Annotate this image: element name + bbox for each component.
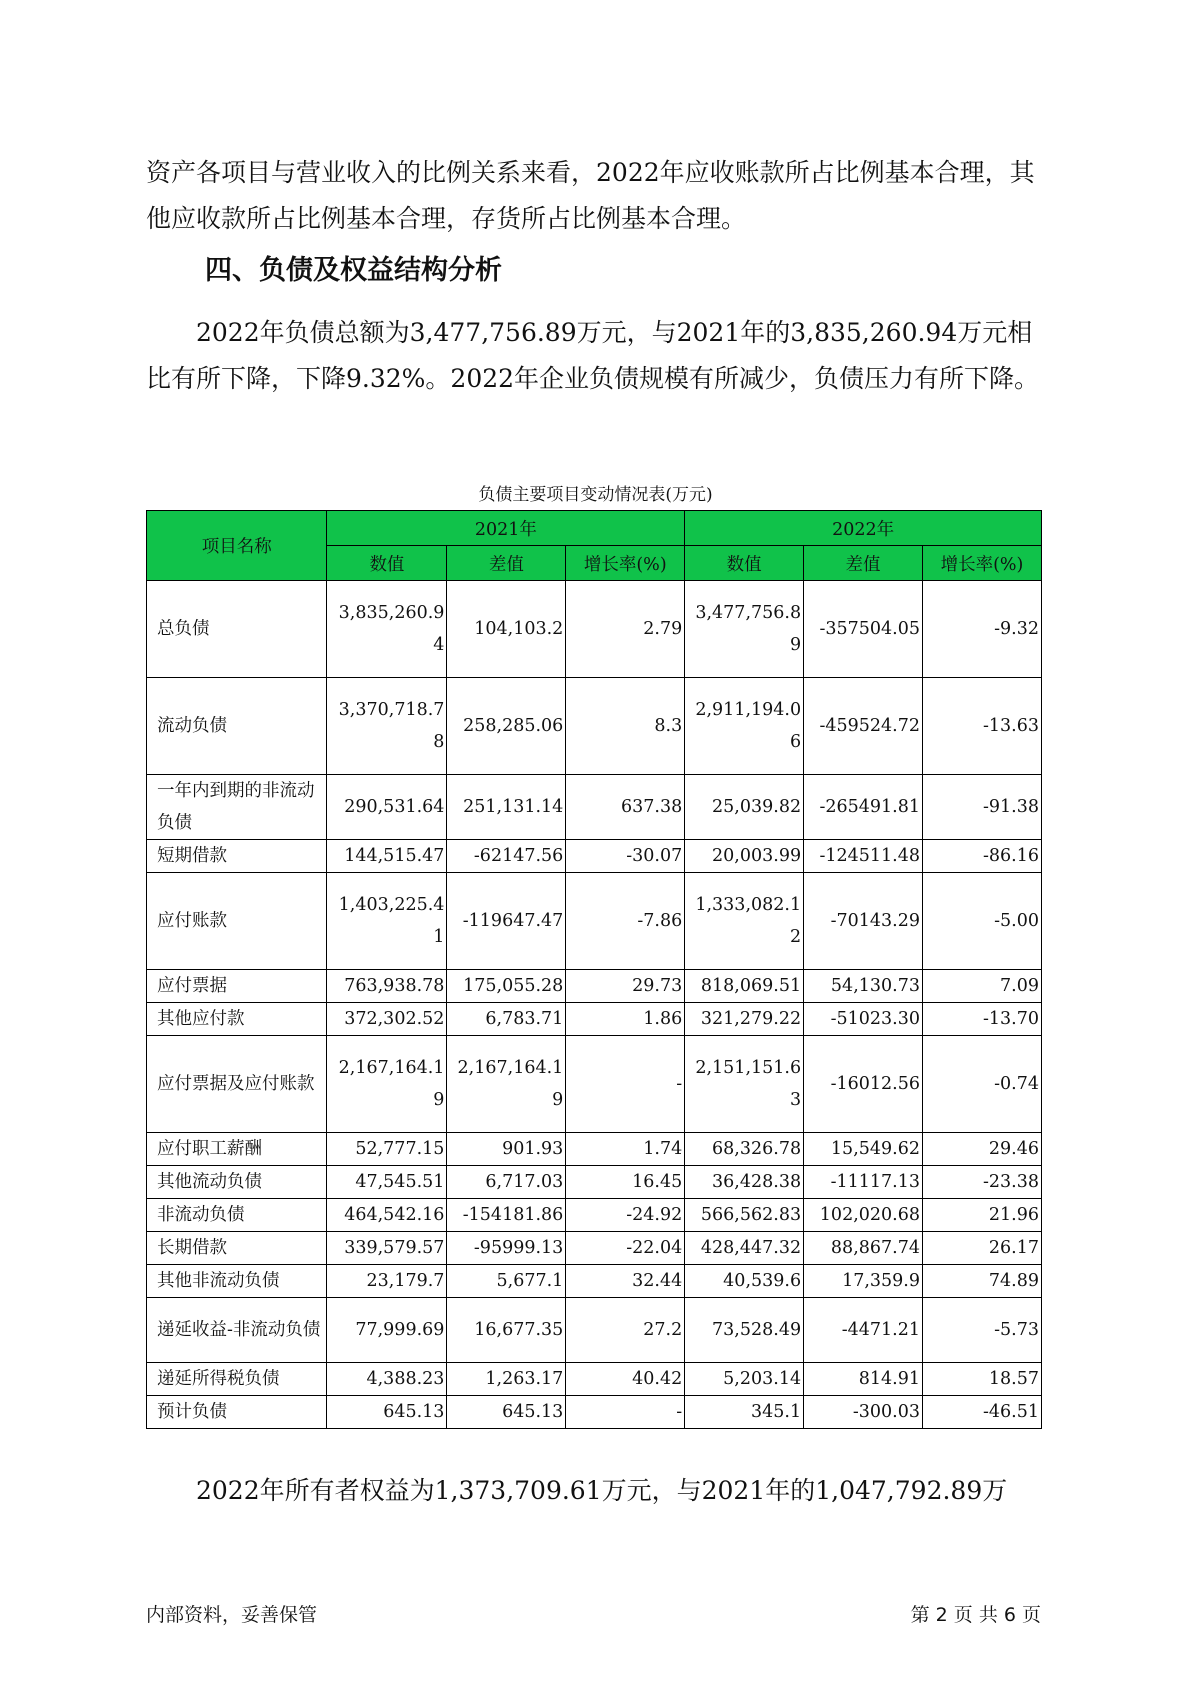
- value-2022: 20,003.99: [685, 840, 804, 873]
- diff-2022: 102,020.68: [804, 1199, 923, 1232]
- value-2022: 5,203.14: [685, 1363, 804, 1396]
- row-name: 总负债: [147, 581, 327, 678]
- growth-2022: -0.74: [923, 1036, 1042, 1133]
- diff-2022: 88,867.74: [804, 1232, 923, 1265]
- diff-2022: 814.91: [804, 1363, 923, 1396]
- table-row: [147, 1265, 1042, 1298]
- header-diff-2022: 差值: [804, 546, 923, 581]
- liability-paragraph: 2022年负债总额为3,477,756.89万元，与2021年的3,835,260.94万元相比有所下降，下降9.32%。2022年企业负债规模有所减少，负债压力有所下降。: [146, 318, 1040, 393]
- diff-2022: -124511.48: [804, 840, 923, 873]
- header-year-2021: 2021年: [327, 511, 685, 546]
- value-2021: 3,370,718.78: [327, 678, 447, 775]
- growth-2021: 32.44: [566, 1265, 685, 1298]
- value-2022: 2,911,194.06: [685, 678, 804, 775]
- growth-2022: -23.38: [923, 1166, 1042, 1199]
- value-2022: 818,069.51: [685, 970, 804, 1003]
- growth-2022: 26.17: [923, 1232, 1042, 1265]
- value-2022: 73,528.49: [685, 1298, 804, 1363]
- diff-2022: -4471.21: [804, 1298, 923, 1363]
- section-heading: 四、负债及权益结构分析: [205, 255, 502, 286]
- value-2021: 763,938.78: [327, 970, 447, 1003]
- equity-paragraph: 2022年所有者权益为1,373,709.61万元，与2021年的1,047,792.89万: [196, 1476, 1008, 1505]
- growth-2021: 16.45: [566, 1166, 685, 1199]
- row-name: 应付票据: [147, 970, 327, 1003]
- diff-2021: 251,131.14: [447, 775, 566, 840]
- growth-2022: -46.51: [923, 1396, 1042, 1429]
- liability-table: [146, 510, 1042, 1429]
- diff-2022: 17,359.9: [804, 1265, 923, 1298]
- table-row: [147, 1298, 1042, 1363]
- diff-2021: -62147.56: [447, 840, 566, 873]
- value-2022: 36,428.38: [685, 1166, 804, 1199]
- table-row: [147, 1166, 1042, 1199]
- growth-2021: 40.42: [566, 1363, 685, 1396]
- value-2022: 321,279.22: [685, 1003, 804, 1036]
- diff-2022: -51023.30: [804, 1003, 923, 1036]
- value-2022: 566,562.83: [685, 1199, 804, 1232]
- row-name: 应付职工薪酬: [147, 1133, 327, 1166]
- table-row: [147, 1133, 1042, 1166]
- growth-2022: 29.46: [923, 1133, 1042, 1166]
- footer-confidential-note: 内部资料，妥善保管: [146, 1604, 318, 1626]
- growth-2021: -: [566, 1396, 685, 1429]
- value-2021: 1,403,225.41: [327, 873, 447, 970]
- value-2021: 23,179.7: [327, 1265, 447, 1298]
- row-name: 一年内到期的非流动负债: [147, 775, 327, 840]
- diff-2022: 54,130.73: [804, 970, 923, 1003]
- growth-2021: 637.38: [566, 775, 685, 840]
- growth-2021: 1.86: [566, 1003, 685, 1036]
- growth-2022: -91.38: [923, 775, 1042, 840]
- table-row: [147, 873, 1042, 970]
- diff-2022: -357504.05: [804, 581, 923, 678]
- value-2022: 40,539.6: [685, 1265, 804, 1298]
- diff-2022: -70143.29: [804, 873, 923, 970]
- diff-2021: 5,677.1: [447, 1265, 566, 1298]
- header-growth-2022: 增长率(%): [923, 546, 1042, 581]
- diff-2021: 1,263.17: [447, 1363, 566, 1396]
- row-name: 其他应付款: [147, 1003, 327, 1036]
- row-name: 预计负债: [147, 1396, 327, 1429]
- header-diff-2021: 差值: [447, 546, 566, 581]
- growth-2021: -30.07: [566, 840, 685, 873]
- table-row: [147, 1396, 1042, 1429]
- diff-2021: -119647.47: [447, 873, 566, 970]
- row-name: 短期借款: [147, 840, 327, 873]
- table-caption: 负债主要项目变动情况表(万元): [478, 485, 713, 505]
- growth-2022: -13.63: [923, 678, 1042, 775]
- page-number: 第 2 页 共 6 页: [910, 1604, 1041, 1626]
- diff-2021: 2,167,164.19: [447, 1036, 566, 1133]
- growth-2022: -86.16: [923, 840, 1042, 873]
- value-2022: 2,151,151.63: [685, 1036, 804, 1133]
- growth-2021: -7.86: [566, 873, 685, 970]
- growth-2022: 18.57: [923, 1363, 1042, 1396]
- diff-2021: 901.93: [447, 1133, 566, 1166]
- growth-2021: -: [566, 1036, 685, 1133]
- growth-2021: 27.2: [566, 1298, 685, 1363]
- diff-2021: 258,285.06: [447, 678, 566, 775]
- diff-2021: -95999.13: [447, 1232, 566, 1265]
- value-2021: 144,515.47: [327, 840, 447, 873]
- diff-2022: 15,549.62: [804, 1133, 923, 1166]
- table-row: [147, 1232, 1042, 1265]
- header-growth-2021: 增长率(%): [566, 546, 685, 581]
- value-2021: 645.13: [327, 1396, 447, 1429]
- header-value-2022: 数值: [685, 546, 804, 581]
- diff-2021: 6,783.71: [447, 1003, 566, 1036]
- value-2022: 68,326.78: [685, 1133, 804, 1166]
- value-2021: 339,579.57: [327, 1232, 447, 1265]
- growth-2022: 21.96: [923, 1199, 1042, 1232]
- value-2021: 372,302.52: [327, 1003, 447, 1036]
- row-name: 递延收益-非流动负债: [147, 1298, 327, 1363]
- header-year-2022: 2022年: [685, 511, 1042, 546]
- row-name: 流动负债: [147, 678, 327, 775]
- value-2021: 47,545.51: [327, 1166, 447, 1199]
- growth-2022: -13.70: [923, 1003, 1042, 1036]
- table-row: [147, 1003, 1042, 1036]
- table-row: [147, 581, 1042, 678]
- growth-2022: 74.89: [923, 1265, 1042, 1298]
- row-name: 其他非流动负债: [147, 1265, 327, 1298]
- diff-2022: -459524.72: [804, 678, 923, 775]
- diff-2021: 104,103.2: [447, 581, 566, 678]
- diff-2021: -154181.86: [447, 1199, 566, 1232]
- value-2022: 25,039.82: [685, 775, 804, 840]
- growth-2021: 1.74: [566, 1133, 685, 1166]
- value-2021: 52,777.15: [327, 1133, 447, 1166]
- value-2021: 290,531.64: [327, 775, 447, 840]
- row-name: 其他流动负债: [147, 1166, 327, 1199]
- row-name: 非流动负债: [147, 1199, 327, 1232]
- table-row: [147, 775, 1042, 840]
- row-name: 应付账款: [147, 873, 327, 970]
- diff-2021: 175,055.28: [447, 970, 566, 1003]
- diff-2022: -300.03: [804, 1396, 923, 1429]
- row-name: 递延所得税负债: [147, 1363, 327, 1396]
- table-row: [147, 970, 1042, 1003]
- growth-2021: 29.73: [566, 970, 685, 1003]
- value-2021: 3,835,260.94: [327, 581, 447, 678]
- value-2021: 77,999.69: [327, 1298, 447, 1363]
- row-name: 长期借款: [147, 1232, 327, 1265]
- growth-2022: -5.73: [923, 1298, 1042, 1363]
- growth-2021: 2.79: [566, 581, 685, 678]
- diff-2022: -16012.56: [804, 1036, 923, 1133]
- intro-paragraph: 资产各项目与营业收入的比例关系来看，2022年应收账款所占比例基本合理，其他应收款所占比例基本合理，存货所占比例基本合理。: [146, 158, 1035, 233]
- growth-2021: -24.92: [566, 1199, 685, 1232]
- table-row: [147, 678, 1042, 775]
- growth-2022: 7.09: [923, 970, 1042, 1003]
- table-row: [147, 1199, 1042, 1232]
- diff-2022: -11117.13: [804, 1166, 923, 1199]
- diff-2021: 16,677.35: [447, 1298, 566, 1363]
- value-2021: 464,542.16: [327, 1199, 447, 1232]
- header-value-2021: 数值: [327, 546, 447, 581]
- diff-2021: 6,717.03: [447, 1166, 566, 1199]
- value-2022: 345.1: [685, 1396, 804, 1429]
- diff-2022: -265491.81: [804, 775, 923, 840]
- table-row: [147, 1363, 1042, 1396]
- row-name: 应付票据及应付账款: [147, 1036, 327, 1133]
- table-row: [147, 840, 1042, 873]
- table-row: [147, 1036, 1042, 1133]
- diff-2021: 645.13: [447, 1396, 566, 1429]
- value-2021: 4,388.23: [327, 1363, 447, 1396]
- growth-2022: -9.32: [923, 581, 1042, 678]
- growth-2021: 8.3: [566, 678, 685, 775]
- value-2022: 428,447.32: [685, 1232, 804, 1265]
- value-2021: 2,167,164.19: [327, 1036, 447, 1133]
- value-2022: 1,333,082.12: [685, 873, 804, 970]
- header-item-name: 项目名称: [147, 511, 327, 581]
- growth-2022: -5.00: [923, 873, 1042, 970]
- growth-2021: -22.04: [566, 1232, 685, 1265]
- value-2022: 3,477,756.89: [685, 581, 804, 678]
